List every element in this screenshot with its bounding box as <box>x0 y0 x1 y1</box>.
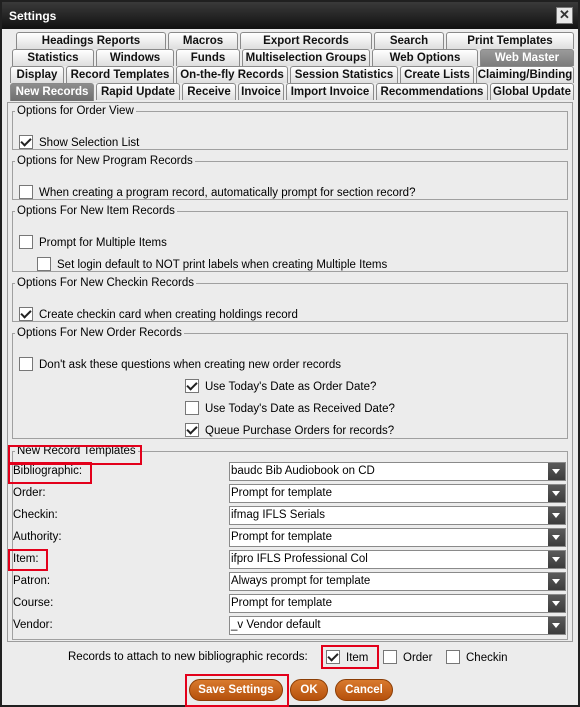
tab-create-lists[interactable]: Create Lists <box>400 66 474 83</box>
patron-template-select[interactable] <box>229 572 566 591</box>
checkin-template-select[interactable] <box>229 506 566 525</box>
checkbox-checked-icon[interactable] <box>185 423 199 437</box>
item-records-legend: Options For New Item Records <box>17 205 175 217</box>
record-templates-legend: New Record Templates <box>17 445 136 457</box>
vendor-template-select[interactable] <box>229 616 566 635</box>
tab-global-update[interactable]: Global Update <box>490 83 574 100</box>
new-records-panel <box>7 102 573 642</box>
authority-label: Authority: <box>13 531 62 543</box>
order-view-legend: Options for Order View <box>17 105 134 117</box>
tab-web-master[interactable]: Web Master <box>480 49 574 66</box>
show-selection-list-checkbox[interactable] <box>19 135 139 151</box>
vendor-label: Vendor: <box>13 619 53 631</box>
create-checkin-card-checkbox[interactable] <box>19 307 298 323</box>
tab-invoice[interactable]: Invoice <box>238 83 284 100</box>
tab-export-records[interactable]: Export Records <box>240 32 372 49</box>
tab-rapid-update[interactable]: Rapid Update <box>96 83 180 100</box>
order-label: Order: <box>13 487 46 499</box>
course-template-value: Prompt for template <box>231 597 332 609</box>
tab-record-templates[interactable]: Record Templates <box>66 66 174 83</box>
tab-funds[interactable]: Funds <box>176 49 240 66</box>
checkin-label: Checkin: <box>13 509 58 521</box>
login-default-label: Set login default to NOT print labels when creating Multiple Items <box>57 259 388 271</box>
order-records-legend: Options For New Order Records <box>17 327 182 339</box>
tab-receive[interactable]: Receive <box>182 83 236 100</box>
chevron-down-icon[interactable] <box>548 485 565 502</box>
attach-item-checkbox[interactable] <box>326 650 368 666</box>
item-label: Item: <box>13 553 39 565</box>
order-view-group <box>12 105 568 150</box>
order-template-value: Prompt for template <box>231 487 332 499</box>
checkbox-checked-icon[interactable] <box>185 379 199 393</box>
tab-windows[interactable]: Windows <box>96 49 174 66</box>
order-template-select[interactable] <box>229 484 566 503</box>
order-records-group <box>12 327 568 439</box>
dont-ask-label: Don't ask these questions when creating new order records <box>39 359 341 371</box>
attach-records-row <box>2 645 578 671</box>
course-template-select[interactable] <box>229 594 566 613</box>
course-label: Course: <box>13 597 54 609</box>
tab-macros[interactable]: Macros <box>168 32 238 49</box>
vendor-template-value: _v Vendor default <box>231 619 321 631</box>
checkbox-checked-icon[interactable] <box>19 307 33 321</box>
tab-on-the-fly-records[interactable]: On-the-fly Records <box>176 66 288 83</box>
queue-purchase-orders-label: Queue Purchase Orders for records? <box>205 425 395 437</box>
attach-checkin-label: Checkin <box>466 652 508 664</box>
checkbox-icon[interactable] <box>446 650 460 664</box>
patron-template-value: Always prompt for template <box>231 575 371 587</box>
window-title: Settings <box>9 9 57 23</box>
prompt-section-checkbox[interactable] <box>19 185 415 201</box>
item-template-value: ifpro IFLS Professional Col <box>231 553 368 565</box>
attach-order-checkbox[interactable] <box>383 650 432 666</box>
program-records-group <box>12 155 568 200</box>
checkbox-checked-icon[interactable] <box>326 650 340 664</box>
authority-template-select[interactable] <box>229 528 566 547</box>
cancel-button[interactable]: Cancel <box>335 679 393 701</box>
close-icon[interactable]: ✕ <box>556 7 573 24</box>
title-bar[interactable] <box>2 2 578 29</box>
program-records-legend: Options for New Program Records <box>17 155 193 167</box>
todays-order-date-checkbox[interactable] <box>185 379 376 395</box>
checkbox-icon[interactable] <box>185 401 199 415</box>
create-checkin-card-label: Create checkin card when creating holdings record <box>39 309 298 321</box>
prompt-section-label: When creating a program record, automatically prompt for section record? <box>39 187 416 199</box>
authority-template-value: Prompt for template <box>231 531 332 543</box>
attach-records-label: Records to attach to new bibliographic records: <box>68 651 308 663</box>
settings-tabs <box>10 32 574 102</box>
tab-multiselection-groups[interactable]: Multiselection Groups <box>242 49 370 66</box>
tab-search[interactable]: Search <box>374 32 444 49</box>
bibliographic-template-value: baudc Bib Audiobook on CD <box>231 465 375 477</box>
save-settings-button[interactable]: Save Settings <box>189 679 283 701</box>
prompt-multiple-items-label: Prompt for Multiple Items <box>39 237 167 249</box>
chevron-down-icon[interactable] <box>548 573 565 590</box>
tab-claiming-binding[interactable]: Claiming/Binding <box>476 66 574 83</box>
tab-headings-reports[interactable]: Headings Reports <box>16 32 166 49</box>
checkbox-icon[interactable] <box>19 357 33 371</box>
bibliographic-template-select[interactable] <box>229 462 566 481</box>
attach-order-label: Order <box>403 652 433 664</box>
chevron-down-icon[interactable] <box>548 463 565 480</box>
chevron-down-icon[interactable] <box>548 617 565 634</box>
item-records-group <box>12 205 568 272</box>
tab-recommendations[interactable]: Recommendations <box>376 83 488 100</box>
chevron-down-icon[interactable] <box>548 529 565 546</box>
patron-label: Patron: <box>13 575 51 587</box>
todays-order-date-label: Use Today's Date as Order Date? <box>205 381 377 393</box>
chevron-down-icon[interactable] <box>548 507 565 524</box>
todays-received-date-label: Use Today's Date as Received Date? <box>205 403 395 415</box>
ok-button[interactable]: OK <box>290 679 328 701</box>
chevron-down-icon[interactable] <box>548 551 565 568</box>
tab-session-statistics[interactable]: Session Statistics <box>290 66 398 83</box>
item-template-select[interactable] <box>229 550 566 569</box>
queue-purchase-orders-checkbox[interactable] <box>185 423 394 439</box>
show-selection-list-label: Show Selection List <box>39 137 140 149</box>
tab-display[interactable]: Display <box>10 66 64 83</box>
tab-import-invoice[interactable]: Import Invoice <box>286 83 374 100</box>
checkbox-checked-icon[interactable] <box>19 135 33 149</box>
checkbox-icon[interactable] <box>19 185 33 199</box>
checkin-template-value: ifmag IFLS Serials <box>231 509 325 521</box>
bibliographic-label: Bibliographic: <box>13 465 83 477</box>
checkbox-icon[interactable] <box>383 650 397 664</box>
chevron-down-icon[interactable] <box>548 595 565 612</box>
dont-ask-checkbox[interactable] <box>19 357 341 373</box>
tab-print-templates[interactable]: Print Templates <box>446 32 574 49</box>
tab-web-options[interactable]: Web Options <box>372 49 478 66</box>
todays-received-date-checkbox[interactable] <box>185 401 395 417</box>
attach-checkin-checkbox[interactable] <box>446 650 508 666</box>
checkbox-icon[interactable] <box>19 235 33 249</box>
tab-statistics[interactable]: Statistics <box>12 49 94 66</box>
prompt-multiple-items-checkbox[interactable] <box>19 235 167 251</box>
tab-new-records[interactable]: New Records <box>10 83 94 101</box>
checkin-records-group <box>12 277 568 322</box>
attach-item-label: Item <box>346 652 369 664</box>
login-default-checkbox[interactable] <box>37 257 387 273</box>
checkbox-icon[interactable] <box>37 257 51 271</box>
checkin-records-legend: Options For New Checkin Records <box>17 277 195 289</box>
